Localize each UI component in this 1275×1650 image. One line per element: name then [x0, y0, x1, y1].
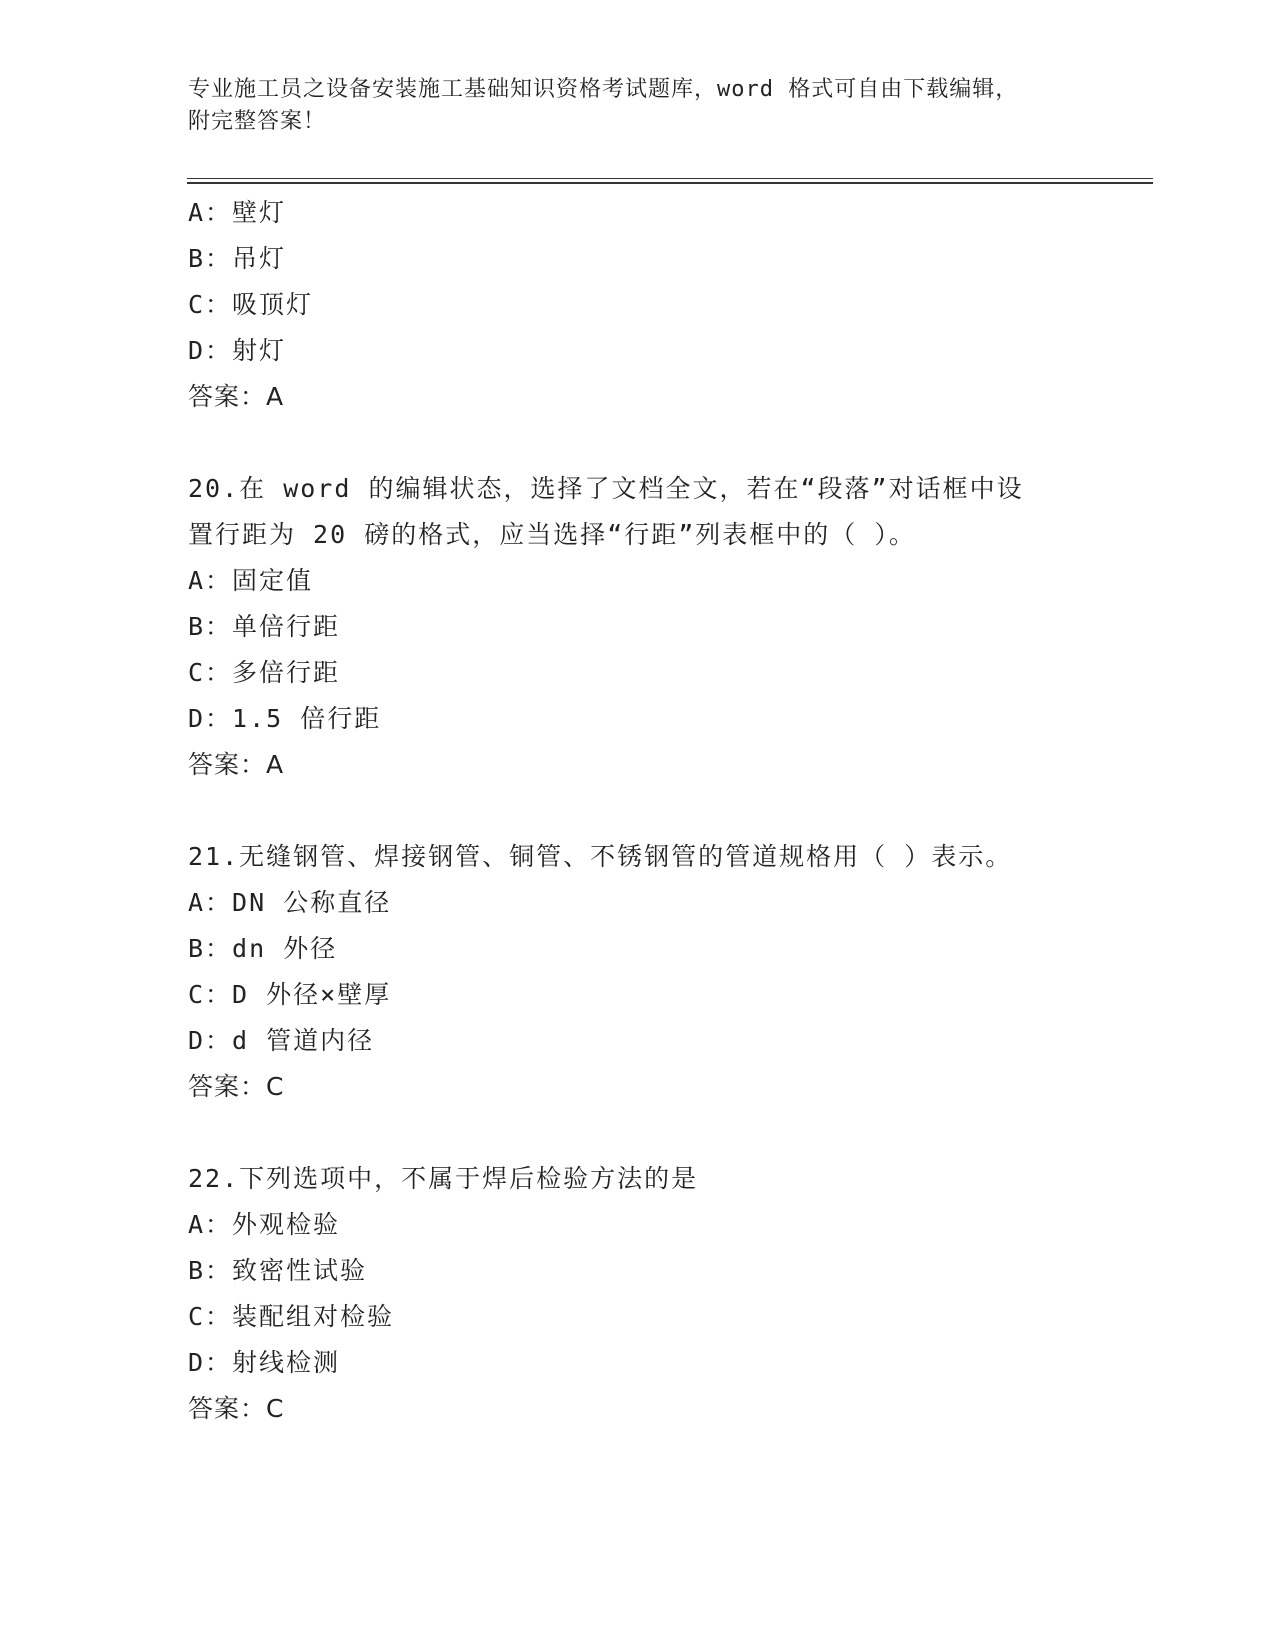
question-block: [188, 1156, 1148, 1432]
question-block: [188, 834, 1148, 1110]
option-c: C：多倍行距: [188, 658, 341, 687]
question-stem: 22.下列选项中，不属于焊后检验方法的是: [188, 1164, 699, 1193]
answer: 答案：C: [188, 1072, 285, 1101]
question-stem: 21.无缝钢管、焊接钢管、铜管、不锈钢管的管道规格用（ ）表示。: [188, 842, 1013, 871]
option-a: A：DN 公称直径: [188, 888, 392, 917]
question-stem: 20.在 word 的编辑状态，选择了文档全文，若在“段落”对话框中设: [188, 474, 1024, 503]
answer: 答案：A: [188, 382, 285, 411]
option-d: D：d 管道内径: [188, 1026, 375, 1055]
header-line-1: 专业施工员之设备安装施工基础知识资格考试题库，word 格式可自由下载编辑，: [188, 77, 1019, 102]
answer: 答案：C: [188, 1394, 285, 1423]
option-b: B：吊灯: [188, 244, 287, 273]
option-b: B：致密性试验: [188, 1256, 368, 1285]
option-b: B：dn 外径: [188, 934, 338, 963]
option-d: D：射灯: [188, 336, 287, 365]
option-d: D：1.5 倍行距: [188, 704, 382, 733]
question-block: [188, 466, 1148, 788]
header-line-2: 附完整答案！: [188, 109, 327, 134]
header-rule-thick: [187, 182, 1153, 184]
header-rule-thin: [187, 178, 1153, 179]
answer: 答案：A: [188, 750, 285, 779]
question-stem: 置行距为 20 磅的格式，应当选择“行距”列表框中的（ ）。: [188, 520, 916, 549]
option-b: B：单倍行距: [188, 612, 341, 641]
document-header: [188, 74, 1148, 138]
option-c: C：吸顶灯: [188, 290, 314, 319]
question-list: [188, 190, 1148, 1432]
option-a: A：外观检验: [188, 1210, 341, 1239]
question-block: [188, 190, 1148, 420]
option-d: D：射线检测: [188, 1348, 341, 1377]
option-a: A：固定值: [188, 566, 314, 595]
option-a: A：壁灯: [188, 198, 287, 227]
option-c: C：D 外径×壁厚: [188, 980, 392, 1009]
option-c: C：装配组对检验: [188, 1302, 395, 1331]
